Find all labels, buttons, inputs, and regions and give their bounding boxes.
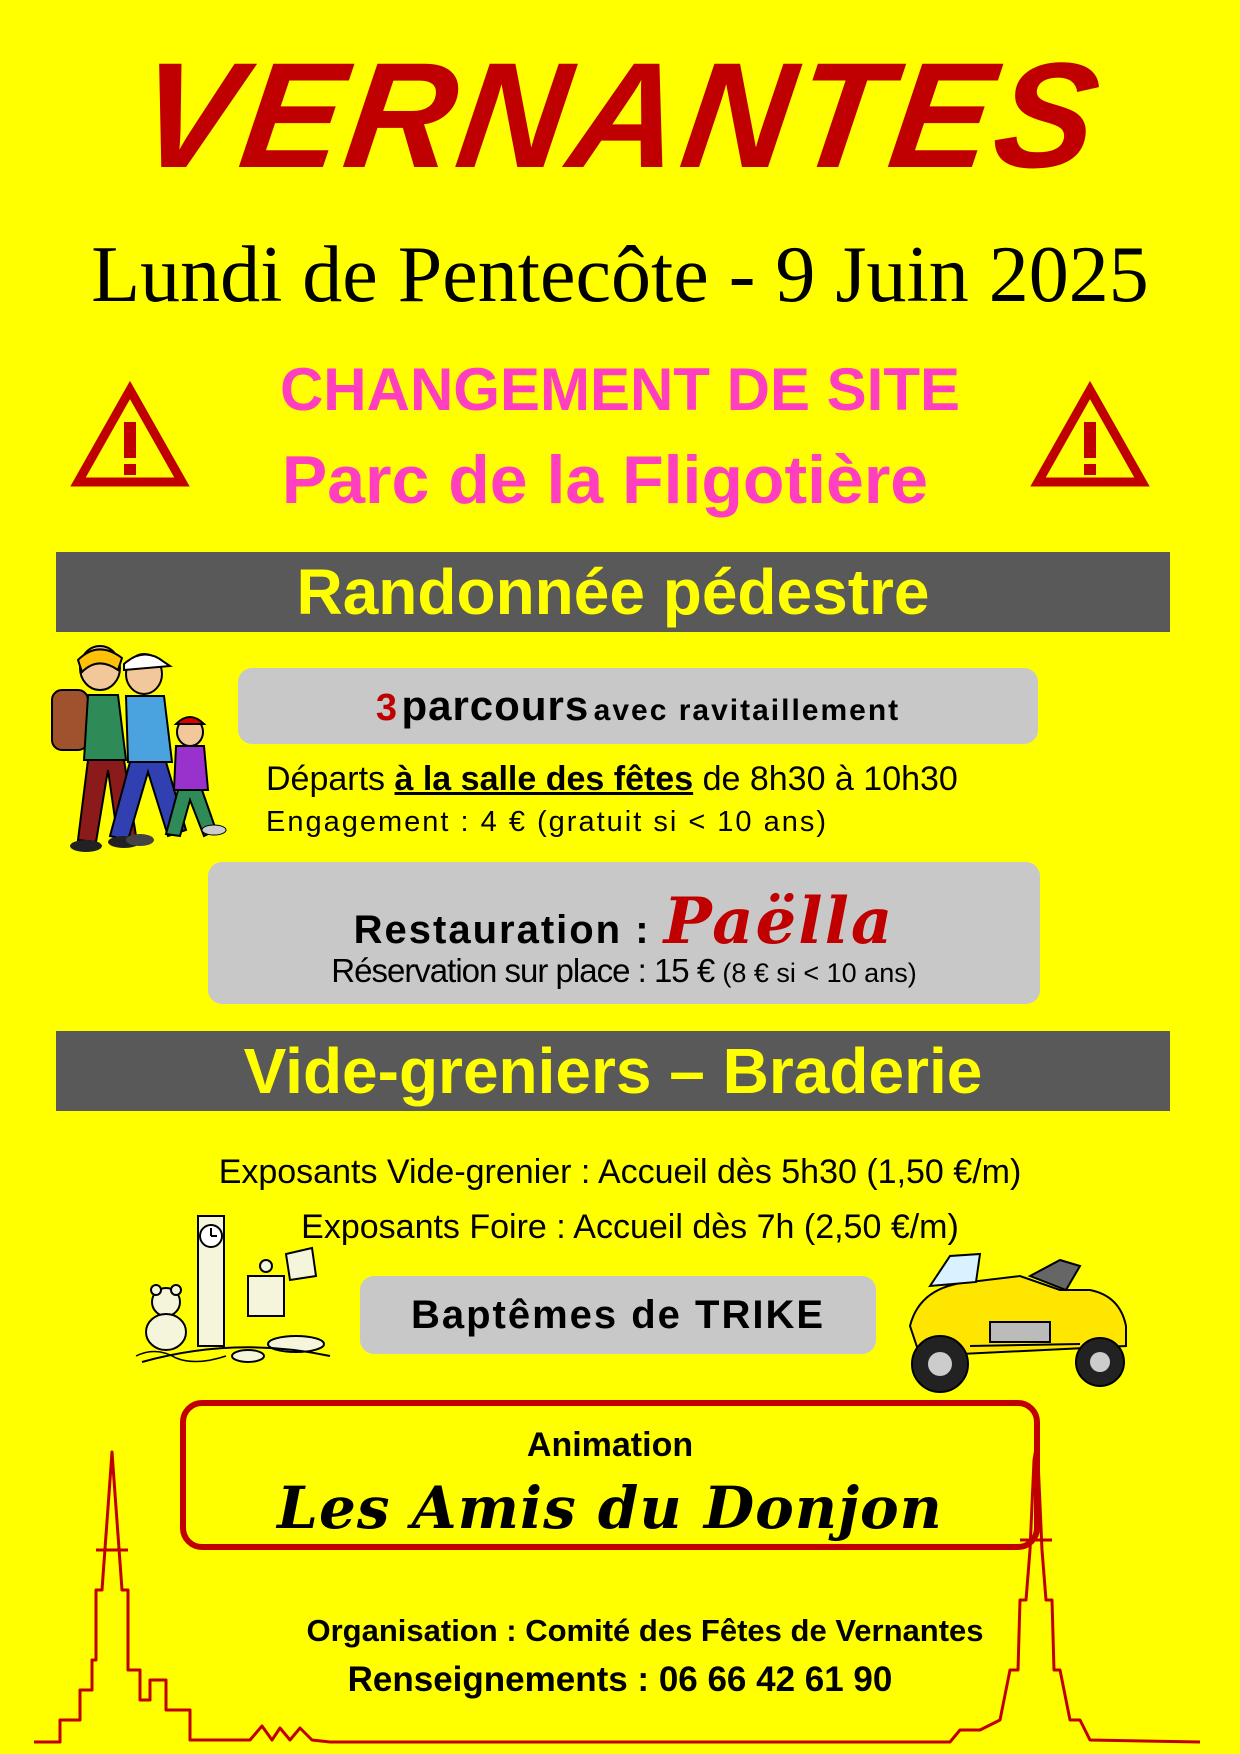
hikers-illustration	[48, 640, 238, 870]
animation-label: Animation	[526, 1426, 694, 1464]
renseignements-line: Renseignements : 06 66 42 61 90	[347, 1660, 893, 1699]
parcours-rest: avec ravitaillement	[593, 694, 901, 727]
exposants-vide-grenier: Exposants Vide-grenier : Accueil dès 5h30 (1,50 €/m)	[218, 1153, 1022, 1191]
reservation-adult: Réservation sur place : 15 €	[331, 952, 723, 989]
reservation-child: (8 € si < 10 ans)	[722, 958, 917, 988]
organisation-line: Organisation : Comité des Fêtes de Vernantes	[306, 1613, 984, 1648]
restauration-line	[208, 884, 1040, 959]
restauration-label: Restauration :	[353, 908, 664, 952]
parcours-box	[238, 668, 1038, 744]
event-date: Lundi de Pentecôte - 9 Juin 2025	[91, 231, 1149, 319]
village-silhouette	[0, 1440, 1240, 1754]
restauration-dish: Paëlla	[663, 884, 895, 959]
departs-line	[266, 760, 958, 799]
animation-name: Les Amis du Donjon	[277, 1474, 943, 1542]
poster-title: VERNANTES	[127, 31, 1113, 199]
section-band-vide-greniers: Vide-greniers – Braderie	[56, 1031, 1170, 1111]
antiques-illustration	[136, 1206, 336, 1376]
departs-suffix: de 8h30 à 10h30	[693, 760, 958, 798]
engagement-line: Engagement : 4 € (gratuit si < 10 ans)	[266, 806, 829, 838]
departs-place: à la salle des fêtes	[394, 760, 694, 798]
restauration-box	[208, 862, 1040, 1004]
trike-illustration	[890, 1246, 1140, 1396]
trike-box: Baptêmes de TRIKE	[360, 1276, 876, 1354]
section-band-randonnee: Randonnée pédestre	[56, 552, 1170, 632]
parcours-count: 3	[375, 687, 397, 729]
parcours-word: parcours	[401, 682, 590, 729]
new-site-name: Parc de la Fligotière	[281, 442, 929, 518]
reservation-line	[208, 952, 1040, 990]
departs-prefix: Départs	[266, 760, 395, 798]
exposants-foire: Exposants Foire : Accueil dès 7h (2,50 €/m)	[301, 1208, 959, 1246]
site-change-notice: CHANGEMENT DE SITE	[279, 356, 961, 423]
